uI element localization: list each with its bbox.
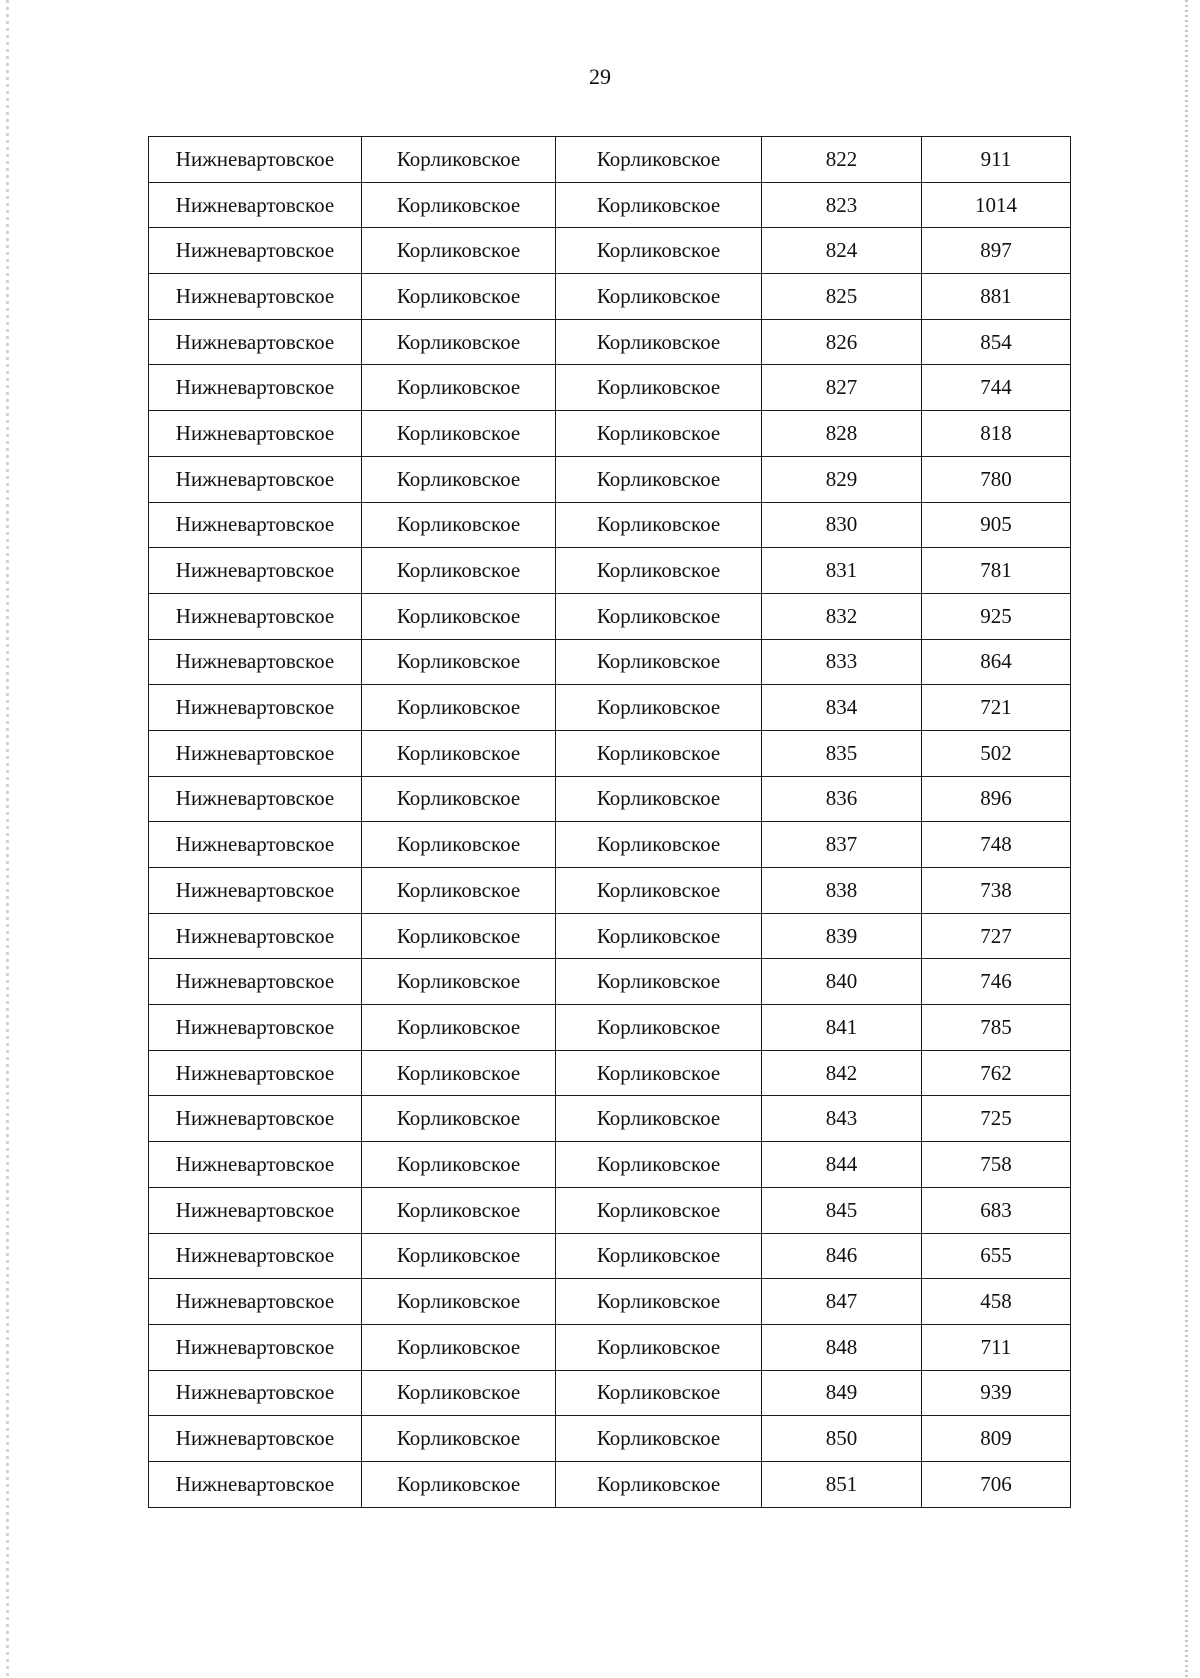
value-cell: 854 bbox=[922, 319, 1071, 365]
deposit-cell: Корликовское bbox=[556, 1096, 762, 1142]
district-cell: Нижневартовское bbox=[149, 1233, 362, 1279]
field-cell: Корликовское bbox=[362, 776, 556, 822]
district-cell: Нижневартовское bbox=[149, 685, 362, 731]
value-cell: 939 bbox=[922, 1370, 1071, 1416]
value-cell: 911 bbox=[922, 137, 1071, 183]
value-cell: 780 bbox=[922, 456, 1071, 502]
deposit-cell: Корликовское bbox=[556, 685, 762, 731]
number-cell: 848 bbox=[762, 1324, 922, 1370]
scan-edge-right bbox=[1185, 0, 1188, 1678]
number-cell: 845 bbox=[762, 1187, 922, 1233]
field-cell: Корликовское bbox=[362, 913, 556, 959]
field-cell: Корликовское bbox=[362, 502, 556, 548]
value-cell: 655 bbox=[922, 1233, 1071, 1279]
value-cell: 706 bbox=[922, 1461, 1071, 1507]
field-cell: Корликовское bbox=[362, 593, 556, 639]
field-cell: Корликовское bbox=[362, 1050, 556, 1096]
district-cell: Нижневартовское bbox=[149, 1142, 362, 1188]
value-cell: 758 bbox=[922, 1142, 1071, 1188]
table-row bbox=[149, 1142, 1071, 1188]
deposit-cell: Корликовское bbox=[556, 502, 762, 548]
district-cell: Нижневартовское bbox=[149, 1416, 362, 1462]
deposit-cell: Корликовское bbox=[556, 1461, 762, 1507]
table-row bbox=[149, 913, 1071, 959]
district-cell: Нижневартовское bbox=[149, 1005, 362, 1051]
number-cell: 837 bbox=[762, 822, 922, 868]
field-cell: Корликовское bbox=[362, 319, 556, 365]
table-row bbox=[149, 228, 1071, 274]
number-cell: 834 bbox=[762, 685, 922, 731]
table-row bbox=[149, 137, 1071, 183]
value-cell: 711 bbox=[922, 1324, 1071, 1370]
district-cell: Нижневартовское bbox=[149, 868, 362, 914]
table-row bbox=[149, 1005, 1071, 1051]
number-cell: 829 bbox=[762, 456, 922, 502]
deposit-cell: Корликовское bbox=[556, 182, 762, 228]
deposit-cell: Корликовское bbox=[556, 1324, 762, 1370]
district-cell: Нижневартовское bbox=[149, 1050, 362, 1096]
number-cell: 824 bbox=[762, 228, 922, 274]
table-row bbox=[149, 639, 1071, 685]
district-cell: Нижневартовское bbox=[149, 639, 362, 685]
field-cell: Корликовское bbox=[362, 1187, 556, 1233]
number-cell: 835 bbox=[762, 730, 922, 776]
district-cell: Нижневартовское bbox=[149, 1461, 362, 1507]
table-row bbox=[149, 593, 1071, 639]
table-row bbox=[149, 1279, 1071, 1325]
number-cell: 823 bbox=[762, 182, 922, 228]
field-cell: Корликовское bbox=[362, 365, 556, 411]
field-cell: Корликовское bbox=[362, 730, 556, 776]
field-cell: Корликовское bbox=[362, 1005, 556, 1051]
field-cell: Корликовское bbox=[362, 1461, 556, 1507]
district-cell: Нижневартовское bbox=[149, 730, 362, 776]
deposit-cell: Корликовское bbox=[556, 1142, 762, 1188]
field-cell: Корликовское bbox=[362, 411, 556, 457]
number-cell: 827 bbox=[762, 365, 922, 411]
table-row bbox=[149, 1324, 1071, 1370]
deposit-cell: Корликовское bbox=[556, 1187, 762, 1233]
deposit-cell: Корликовское bbox=[556, 411, 762, 457]
value-cell: 458 bbox=[922, 1279, 1071, 1325]
number-cell: 847 bbox=[762, 1279, 922, 1325]
deposit-cell: Корликовское bbox=[556, 868, 762, 914]
table-row bbox=[149, 502, 1071, 548]
field-cell: Корликовское bbox=[362, 1142, 556, 1188]
district-cell: Нижневартовское bbox=[149, 274, 362, 320]
value-cell: 721 bbox=[922, 685, 1071, 731]
deposit-cell: Корликовское bbox=[556, 548, 762, 594]
table-row bbox=[149, 1370, 1071, 1416]
value-cell: 905 bbox=[922, 502, 1071, 548]
deposit-cell: Корликовское bbox=[556, 822, 762, 868]
table-row bbox=[149, 456, 1071, 502]
field-cell: Корликовское bbox=[362, 822, 556, 868]
district-cell: Нижневартовское bbox=[149, 1370, 362, 1416]
district-cell: Нижневартовское bbox=[149, 959, 362, 1005]
value-cell: 1014 bbox=[922, 182, 1071, 228]
value-cell: 746 bbox=[922, 959, 1071, 1005]
table-row bbox=[149, 1461, 1071, 1507]
number-cell: 828 bbox=[762, 411, 922, 457]
field-cell: Корликовское bbox=[362, 1096, 556, 1142]
value-cell: 748 bbox=[922, 822, 1071, 868]
value-cell: 725 bbox=[922, 1096, 1071, 1142]
value-cell: 762 bbox=[922, 1050, 1071, 1096]
number-cell: 838 bbox=[762, 868, 922, 914]
district-cell: Нижневартовское bbox=[149, 411, 362, 457]
table-row bbox=[149, 548, 1071, 594]
number-cell: 831 bbox=[762, 548, 922, 594]
table-row bbox=[149, 1096, 1071, 1142]
table-row bbox=[149, 776, 1071, 822]
table-row bbox=[149, 730, 1071, 776]
value-cell: 683 bbox=[922, 1187, 1071, 1233]
district-cell: Нижневартовское bbox=[149, 137, 362, 183]
field-cell: Корликовское bbox=[362, 1370, 556, 1416]
value-cell: 809 bbox=[922, 1416, 1071, 1462]
deposit-cell: Корликовское bbox=[556, 776, 762, 822]
deposit-cell: Корликовское bbox=[556, 593, 762, 639]
table-row bbox=[149, 411, 1071, 457]
field-cell: Корликовское bbox=[362, 868, 556, 914]
number-cell: 822 bbox=[762, 137, 922, 183]
deposit-cell: Корликовское bbox=[556, 1279, 762, 1325]
number-cell: 849 bbox=[762, 1370, 922, 1416]
field-cell: Корликовское bbox=[362, 639, 556, 685]
value-cell: 896 bbox=[922, 776, 1071, 822]
deposit-cell: Корликовское bbox=[556, 1050, 762, 1096]
deposit-cell: Корликовское bbox=[556, 274, 762, 320]
district-cell: Нижневартовское bbox=[149, 365, 362, 411]
deposit-cell: Корликовское bbox=[556, 137, 762, 183]
field-cell: Корликовское bbox=[362, 137, 556, 183]
table-row bbox=[149, 365, 1071, 411]
field-cell: Корликовское bbox=[362, 959, 556, 1005]
number-cell: 839 bbox=[762, 913, 922, 959]
number-cell: 826 bbox=[762, 319, 922, 365]
field-cell: Корликовское bbox=[362, 228, 556, 274]
field-cell: Корликовское bbox=[362, 274, 556, 320]
district-cell: Нижневартовское bbox=[149, 1279, 362, 1325]
deposit-cell: Корликовское bbox=[556, 228, 762, 274]
district-cell: Нижневартовское bbox=[149, 182, 362, 228]
value-cell: 744 bbox=[922, 365, 1071, 411]
table-row bbox=[149, 1050, 1071, 1096]
table-row bbox=[149, 1416, 1071, 1462]
district-cell: Нижневартовское bbox=[149, 502, 362, 548]
deposit-cell: Корликовское bbox=[556, 456, 762, 502]
value-cell: 785 bbox=[922, 1005, 1071, 1051]
data-table bbox=[148, 136, 1071, 1508]
deposit-cell: Корликовское bbox=[556, 730, 762, 776]
deposit-cell: Корликовское bbox=[556, 319, 762, 365]
table-row bbox=[149, 182, 1071, 228]
field-cell: Корликовское bbox=[362, 548, 556, 594]
table-body bbox=[149, 137, 1071, 1508]
deposit-cell: Корликовское bbox=[556, 639, 762, 685]
number-cell: 825 bbox=[762, 274, 922, 320]
number-cell: 830 bbox=[762, 502, 922, 548]
district-cell: Нижневартовское bbox=[149, 1096, 362, 1142]
field-cell: Корликовское bbox=[362, 182, 556, 228]
deposit-cell: Корликовское bbox=[556, 1416, 762, 1462]
deposit-cell: Корликовское bbox=[556, 1005, 762, 1051]
field-cell: Корликовское bbox=[362, 1416, 556, 1462]
field-cell: Корликовское bbox=[362, 1279, 556, 1325]
table-row bbox=[149, 1187, 1071, 1233]
deposit-cell: Корликовское bbox=[556, 913, 762, 959]
value-cell: 781 bbox=[922, 548, 1071, 594]
table-row bbox=[149, 685, 1071, 731]
district-cell: Нижневартовское bbox=[149, 822, 362, 868]
number-cell: 833 bbox=[762, 639, 922, 685]
field-cell: Корликовское bbox=[362, 1324, 556, 1370]
district-cell: Нижневартовское bbox=[149, 913, 362, 959]
value-cell: 864 bbox=[922, 639, 1071, 685]
number-cell: 836 bbox=[762, 776, 922, 822]
district-cell: Нижневартовское bbox=[149, 1187, 362, 1233]
deposit-cell: Корликовское bbox=[556, 1233, 762, 1279]
district-cell: Нижневартовское bbox=[149, 228, 362, 274]
table-row bbox=[149, 319, 1071, 365]
table-row bbox=[149, 1233, 1071, 1279]
number-cell: 843 bbox=[762, 1096, 922, 1142]
value-cell: 738 bbox=[922, 868, 1071, 914]
value-cell: 925 bbox=[922, 593, 1071, 639]
number-cell: 841 bbox=[762, 1005, 922, 1051]
district-cell: Нижневартовское bbox=[149, 776, 362, 822]
value-cell: 881 bbox=[922, 274, 1071, 320]
number-cell: 851 bbox=[762, 1461, 922, 1507]
table-row bbox=[149, 822, 1071, 868]
deposit-cell: Корликовское bbox=[556, 365, 762, 411]
table-row bbox=[149, 868, 1071, 914]
table-row bbox=[149, 959, 1071, 1005]
district-cell: Нижневартовское bbox=[149, 1324, 362, 1370]
value-cell: 727 bbox=[922, 913, 1071, 959]
number-cell: 832 bbox=[762, 593, 922, 639]
number-cell: 846 bbox=[762, 1233, 922, 1279]
district-cell: Нижневартовское bbox=[149, 593, 362, 639]
number-cell: 844 bbox=[762, 1142, 922, 1188]
district-cell: Нижневартовское bbox=[149, 548, 362, 594]
field-cell: Корликовское bbox=[362, 456, 556, 502]
value-cell: 818 bbox=[922, 411, 1071, 457]
table-row bbox=[149, 274, 1071, 320]
district-cell: Нижневартовское bbox=[149, 319, 362, 365]
field-cell: Корликовское bbox=[362, 685, 556, 731]
value-cell: 502 bbox=[922, 730, 1071, 776]
scan-edge-left bbox=[6, 0, 9, 1678]
page-number: 29 bbox=[589, 64, 611, 89]
field-cell: Корликовское bbox=[362, 1233, 556, 1279]
number-cell: 842 bbox=[762, 1050, 922, 1096]
number-cell: 840 bbox=[762, 959, 922, 1005]
district-cell: Нижневартовское bbox=[149, 456, 362, 502]
value-cell: 897 bbox=[922, 228, 1071, 274]
deposit-cell: Корликовское bbox=[556, 1370, 762, 1416]
deposit-cell: Корликовское bbox=[556, 959, 762, 1005]
number-cell: 850 bbox=[762, 1416, 922, 1462]
